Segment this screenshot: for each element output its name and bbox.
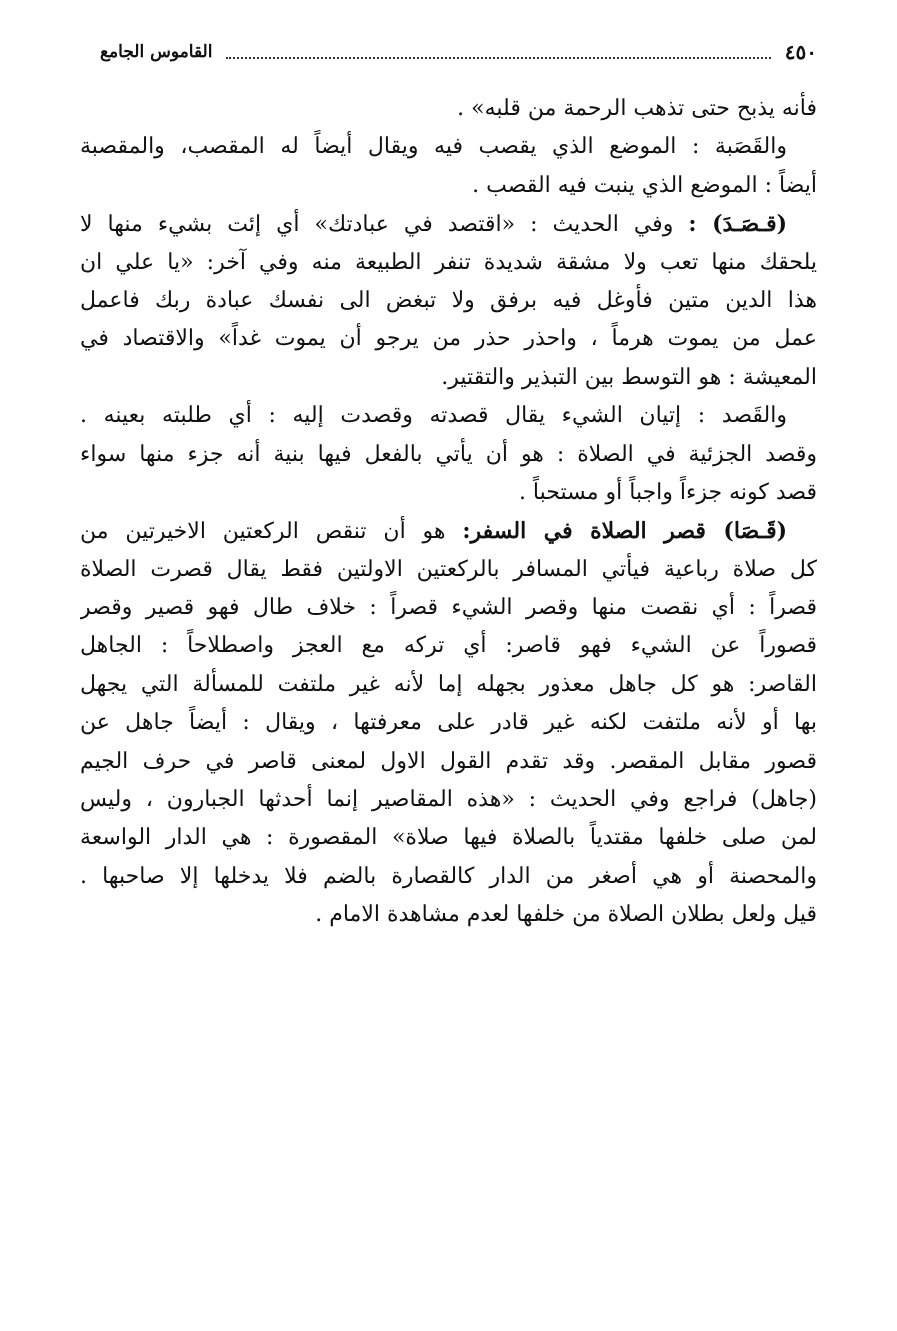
text-line: قصد كونه جزءاً واجباً أو مستحباً . <box>518 479 817 505</box>
text-line: قصور مقابل المقصر. وقد تقدم القول الاول لمعنى قاصر في حرف الجيم <box>80 748 817 774</box>
text-line: قيل ولعل بطلان الصلاة من خلفها لعدم مشاهدة الامام . <box>315 902 817 928</box>
text-line: وقصد الجزئية في الصلاة : هو أن يأتي بالفعل فيها بنية أنه جزء منها سواء <box>80 441 817 467</box>
text-line: هذا الدين متين فأوغل فيه برفق ولا تبغض الى نفسك عبادة ربك فاعمل <box>80 287 817 313</box>
text-line: عمل من يموت هرماً ، واحذر حذر من يرجو أن يموت غداً» والاقتصاد في <box>80 326 817 352</box>
text-line: يلحقك منها تعب ولا مشقة شديدة تنفر الطبيعة منه وفي آخر: «يا علي ان <box>80 249 817 275</box>
text-line: والمحصنة أو هي أصغر من الدار كالقصارة بالضم فلا يدخلها إلا صاحبها . <box>80 863 817 889</box>
text-line: فأنه يذبح حتى تذهب الرحمة من قلبه» . <box>457 96 817 121</box>
entry-headword: (قـصَـدَ) : <box>688 211 787 238</box>
running-header <box>100 34 817 70</box>
entry-heading-line: (قَـصَا) قصر الصلاة في السفر: هو أن تنقص الركعتين الاخيرتين من <box>80 518 787 545</box>
text-line: بها أو لأنه ملتفت لكنه غير قادر على معرفتها ، ويقال : أيضاً جاهل عن <box>80 710 817 736</box>
text-line: لمن صلى خلفها مقتدياً بالصلاة فيها صلاة» المقصورة : هي الدار الواسعة <box>80 825 817 851</box>
entry-heading-line: (قـصَـدَ) : وفي الحديث : «اقتصد في عبادتك» أي إئت بشيء منها لا <box>80 211 787 238</box>
entry-headword: (قَـصَا) قصر الصلاة في السفر: <box>462 518 787 545</box>
text-line: والقَصد : إتيان الشيء يقال قصدته وقصدت إليه : أي طلبته بعينه . <box>80 403 787 429</box>
text-line: قصوراً عن الشيء فهو قاصر: أي تركه مع العجز واصطلاحاً : الجاهل <box>80 633 817 659</box>
text-line: (جاهل) فراجع وفي الحديث : «هذه المقاصير إنما أحدثها الجبارون ، وليس <box>80 787 817 813</box>
page-body <box>80 90 817 935</box>
text-line: كل صلاة رباعية فيأتي المسافر بالركعتين الاولتين فقط يقال قصرت الصلاة <box>80 556 817 582</box>
text-line: والقَصَبة : الموضع الذي يقصب فيه ويقال أيضاً له المقصب، والمقصبة <box>80 134 787 160</box>
text-line: أيضاً : الموضع الذي ينبت فيه القصب . <box>472 172 817 198</box>
text-line: المعيشة : هو التوسط بين التبذير والتقتير. <box>441 364 817 390</box>
book-title: القاموس الجامع <box>100 42 213 62</box>
text-line: قصراً : أي نقصت منها وقصر الشيء قصراً : خلاف طال فهو قصير وقصر <box>80 595 817 621</box>
text-line: القاصر: هو كل جاهل معذور بجهله إما لأنه غير ملتفت للمسألة التي يجهل <box>80 671 817 697</box>
page-number: ٤٥٠ <box>784 40 817 64</box>
header-dotted-leader <box>226 57 770 59</box>
